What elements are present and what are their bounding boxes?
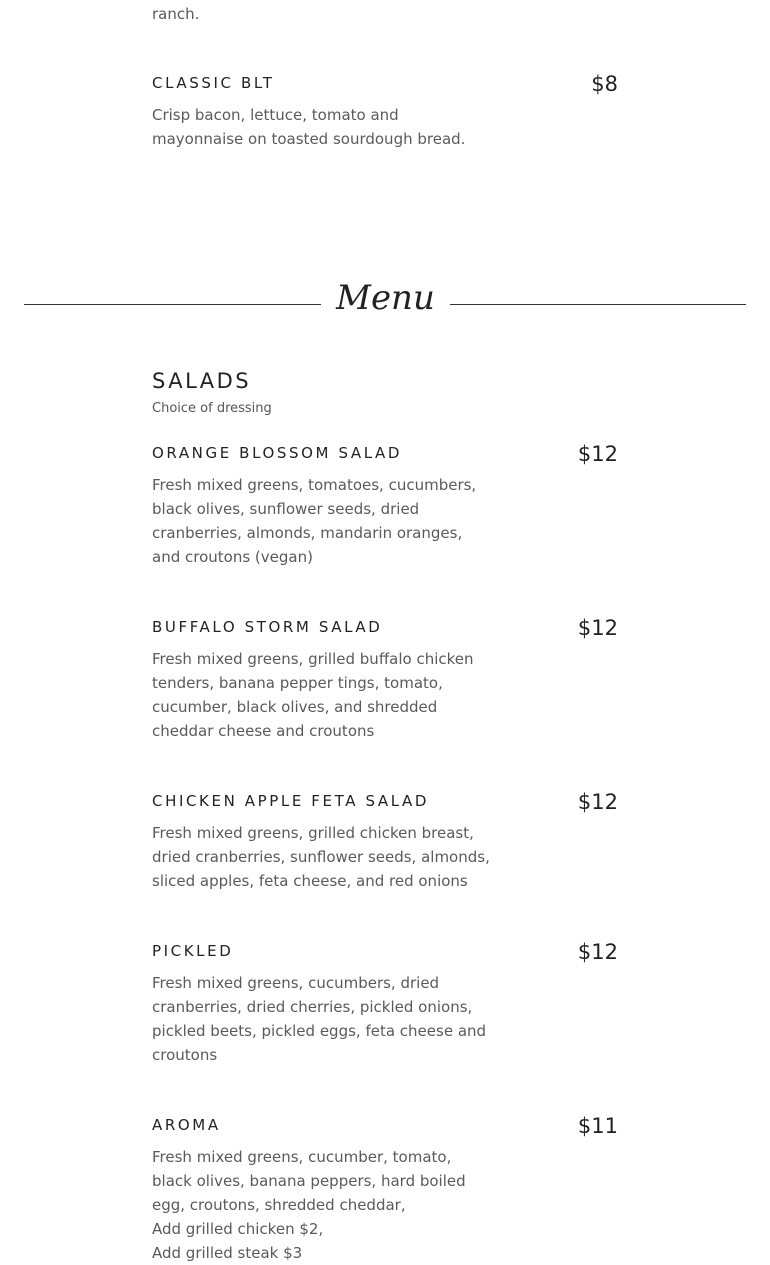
menu-item-pickled	[152, 939, 618, 1067]
item-description: Fresh mixed greens, tomatoes, cucumbers, black olives, sunflower seeds, dried cranberries, almonds, mandarin oranges, and croutons (vegan)	[152, 476, 477, 566]
item-description: Fresh mixed greens, cucumbers, dried cranberries, dried cherries, pickled onions, pickled beets, pickled eggs, feta cheese and croutons	[152, 974, 487, 1064]
item-description: Fresh mixed greens, grilled buffalo chicken tenders, banana pepper tings, tomato, cucumber, black olives, and shredded cheddar cheese and croutons	[152, 650, 474, 740]
item-price: $12	[577, 790, 618, 814]
menu-item-aroma	[152, 1113, 618, 1265]
divider-left	[24, 304, 321, 305]
item-name: CHICKEN APPLE FETA SALAD	[152, 792, 430, 810]
section-title-salads: SALADS	[152, 369, 252, 393]
item-price: $12	[577, 616, 618, 640]
menu-item-chicken-apple-feta-salad	[152, 789, 618, 893]
item-price: $8	[591, 72, 618, 96]
item-description: Crisp bacon, lettuce, tomato and mayonnaise on toasted sourdough bread.	[152, 106, 466, 148]
menu-item-orange-blossom-salad	[152, 441, 618, 569]
item-name: CLASSIC BLT	[152, 74, 275, 92]
item-name: BUFFALO STORM SALAD	[152, 618, 383, 636]
item-description: Fresh mixed greens, grilled chicken breast, dried cranberries, sunflower seeds, almonds, sliced apples, feta cheese, and red onions	[152, 824, 490, 890]
menu-item-classic-blt	[152, 71, 618, 151]
item-price: $11	[577, 1114, 618, 1138]
item-name: AROMA	[152, 1116, 221, 1134]
item-price: $12	[577, 442, 618, 466]
menu-heading: Menu	[336, 278, 435, 318]
menu-item-buffalo-storm-salad	[152, 615, 618, 743]
section-subtitle: Choice of dressing	[152, 401, 272, 416]
item-name: ORANGE BLOSSOM SALAD	[152, 444, 403, 462]
previous-item-description-fragment: ranch.	[152, 5, 200, 23]
divider-right	[450, 304, 746, 305]
item-price: $12	[577, 940, 618, 964]
item-name: PICKLED	[152, 942, 234, 960]
item-description: Fresh mixed greens, cucumber, tomato, black olives, banana peppers, hard boiled egg, croutons, shredded cheddar, Add grilled chicken $2, Add grilled steak $3	[152, 1148, 466, 1262]
